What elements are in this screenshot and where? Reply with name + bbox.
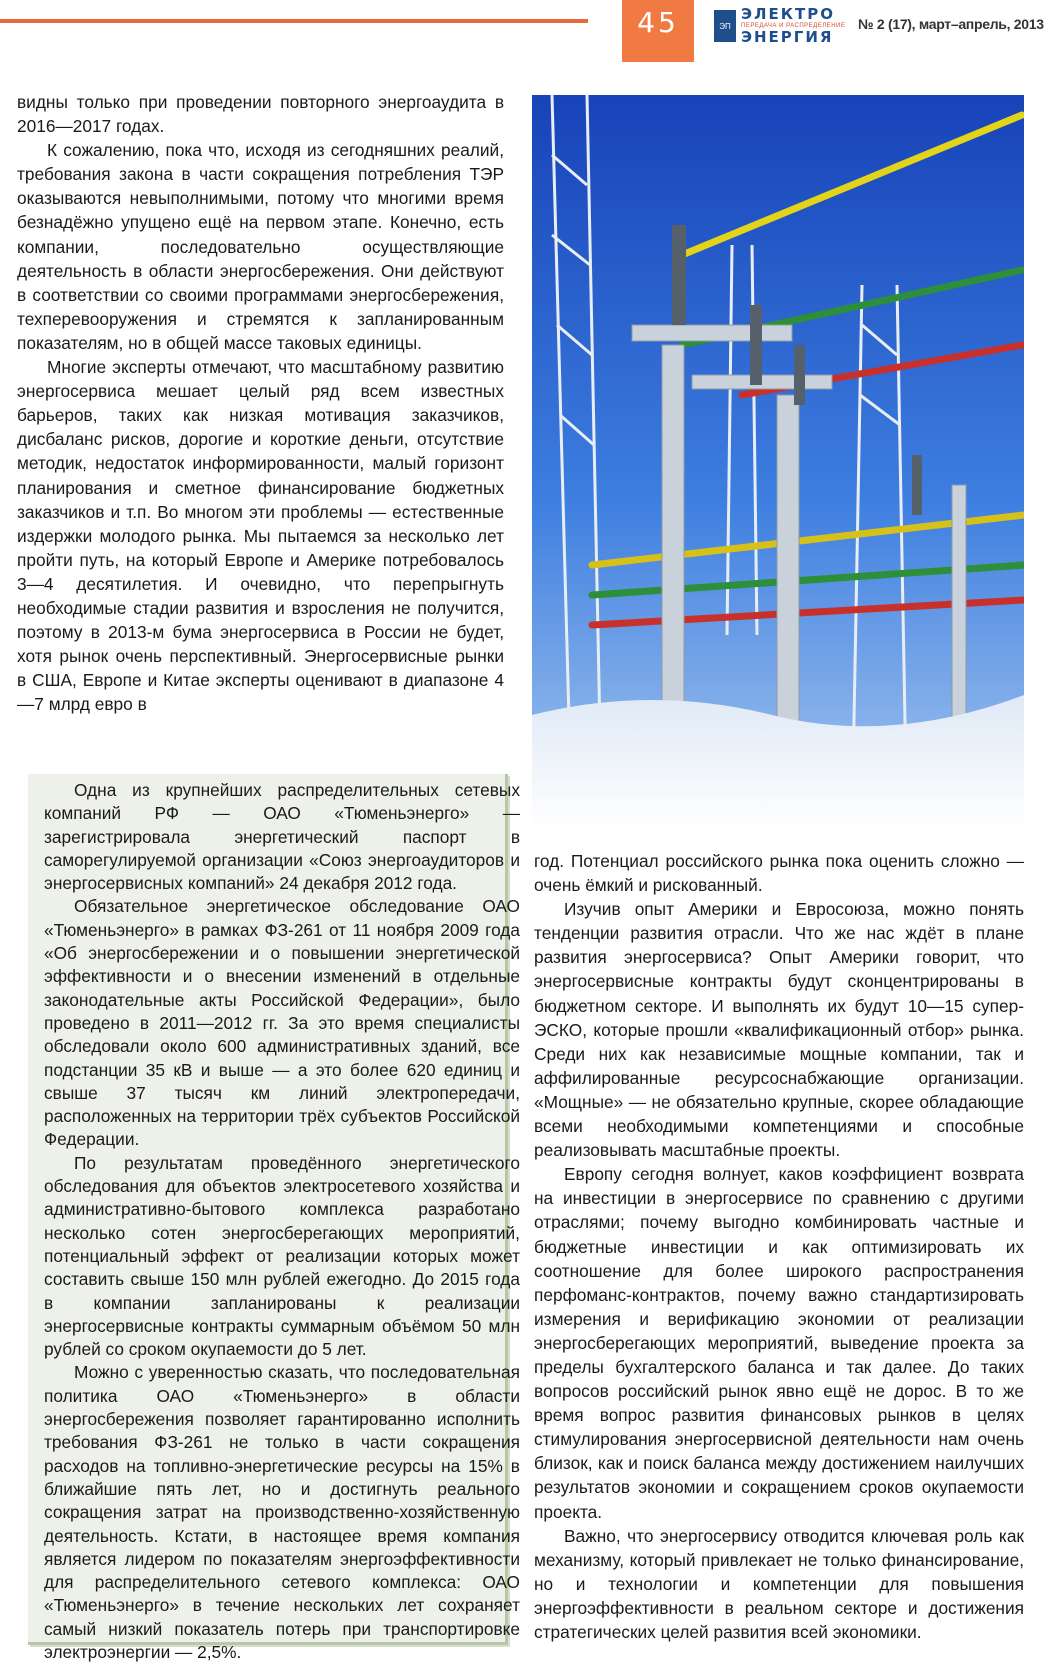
paragraph: Многие эксперты отмечают, что масштабному развитию энергосервиса мешает целый ряд всем известных барьеров, таких как низкая мотивация заказчиков, дисбаланс рисков, дорогие и короткие деньги, отсутствие методик, недостаток информированности, малый горизонт планирования и сметное финансирование бюджетных заказчиков и т.п. Во многом эти проблемы — естественные издержки молодого рынка. Мы пытаемся за несколько лет пройти путь, на который Европе и Америке потребовалось 3—4 десятилетия. И очевидно, что перепрыгнуть необходимые стадии развития и взросления не получится, поэтому в 2013-м бума энергосервиса в России не будет, хотя рынок очень перспективный. Энергосервисные рынки в США, Европе и Китае эксперты оценивают в диапазоне 4—7 млрд евро в bbox=[17, 357, 504, 715]
paragraph: видны только при проведении повторного энергоаудита в 2016—2017 годах. bbox=[17, 92, 504, 137]
paragraph: год. Потенциал российского рынка пока оценить сложно — очень ёмкий и рискованный. bbox=[534, 851, 1024, 896]
magazine-logo bbox=[714, 5, 846, 46]
logo-word-1: ЭЛЕКТРО bbox=[741, 5, 835, 23]
sidebar-paragraph: Обязательное энергетическое обследование ОАО «Тюменьэнерго» в рамках ФЗ-261 от 11 ноября 2009 года «Об энергосбережении и о повышении энергетической эффективности и о внесении изменений в отдельные законодательные акты Российской Федерации», было проведено в 2011—2012 гг. За это время специалисты обследовали около 600 административных зданий, все подстанции 35 кВ и выше — а это более 620 единиц и свыше 37 тысяч км линий электропередачи, расположенных на территории трёх субъектов Российской Федерации. bbox=[44, 896, 520, 1150]
left-column bbox=[17, 90, 504, 716]
logo-word-2: ЭНЕРГИЯ bbox=[741, 28, 834, 46]
paragraph: Важно, что энергосервису отводится ключевая роль как механизму, который привлекает не только финансирование, но и технологии и компетенции для повышения энергоэффективности в реальном секторе и достижения стратегических целей развития всей экономики. bbox=[534, 1525, 1024, 1642]
issue-info: № 2 (17), март–апрель, 2013 bbox=[858, 16, 1044, 32]
paragraph: Европу сегодня волнует, каков коэффициент возврата на инвестиции в энергосервисе по сравнению с другими отраслями; почему выгодно комбинировать частные и бюджетные инвестиции и как оптимизировать их соотношение для более широкого распространения перфоманс-контрактов, почему важно стандартизировать измерения и верификацию экономии от реализации энергосберегающих мероприятий, выведение проекта за пределы бухгалтерского баланса и так далее. До таких вопросов российский рынок явно ещё не дорос. В то же время вопрос развития финансовых рынков в целях стимулирования энергосервисной деятельности нам очень близок, как и поиск баланса между достижением наилучших результатов экономии и сокращением сроков окупаемости проекта. bbox=[534, 1164, 1024, 1522]
sidebar-paragraph: Одна из крупнейших распределительных сетевых компаний РФ — ОАО «Тюменьэнерго» — зарегистрировала энергетический паспорт в саморегулируемой организации «Союз энергоаудиторов и энергосервисных компаний» 24 декабря 2012 года. bbox=[44, 780, 520, 894]
logo-tagline: ПЕРЕДАЧА И РАСПРЕДЕЛЕНИЕ bbox=[741, 23, 846, 29]
substation-photo bbox=[532, 95, 1024, 830]
paragraph: К сожалению, пока что, исходя из сегодняшних реалий, требования закона в части сокращения потребления ТЭР оказываются невыполнимыми, потому что многими время безнадёжно упущено ещё на первом этапе. Конечно, есть компании, последовательно осуществляющие деятельность в области энергосбережения. Они действуют в соответствии со своими программами энергосбережения, техперевооружения и стремятся к запланированным показателям, но в общей массе таковых единицы. bbox=[17, 140, 504, 353]
logo-mark: ЭП bbox=[714, 10, 736, 42]
info-sidebar bbox=[28, 774, 520, 1662]
page-number: 45 bbox=[622, 0, 694, 62]
sidebar-text bbox=[44, 779, 520, 1664]
right-column bbox=[534, 849, 1024, 1644]
sidebar-paragraph: Можно с уверенностью сказать, что последовательная политика ОАО «Тюменьэнерго» в области энергосбережения позволяет гарантированно исполнить требования ФЗ-261 не только в части сокращения расходов на топливно-энергетические ресурсы на 15% в ближайшие пять лет, но и достигнуть реального сокращения затрат на производственно-хозяйственную деятельность. Кстати, в настоящее время компания является лидером по показателям энергоэффективности для распределительного сетевого комплекса: ОАО «Тюменьэнерго» в течение нескольких лет сохраняет самый низкий показатель потерь при транспортировке электроэнергии — 2,5%. bbox=[44, 1362, 520, 1662]
sidebar-paragraph: По результатам проведённого энергетического обследования для объектов электросетевого хозяйства и административно-бытового комплекса разработано несколько сотен энергосберегающих мероприятий, потенциальный эффект от реализации которых может составить свыше 150 млн рублей ежегодно. До 2015 года в компании запланированы к реализации энергосервисные контракты суммарным объёмом 50 млн рублей со сроком окупаемости до 5 лет. bbox=[44, 1152, 520, 1360]
paragraph: Изучив опыт Америки и Евросоюза, можно понять тенденции развития отрасли. Что же нас ждёт в плане развития энергосервиса? Опыт Америки говорит, что энергосервисные контракты будут сконцентрированы в бюджетном секторе. И выполнять их будут 10—15 супер-ЭСКО, которые прошли «квалификационный отбор» рынка. Среди них как независимые мощные компании, так и аффилированные ресурсоснабжающие организации. «Мощные» — не обязательно крупные, скорее обладающие всеми необходимыми компетенциями и способные реализовывать масштабные проекты. bbox=[534, 899, 1024, 1161]
header-rule bbox=[0, 19, 588, 23]
